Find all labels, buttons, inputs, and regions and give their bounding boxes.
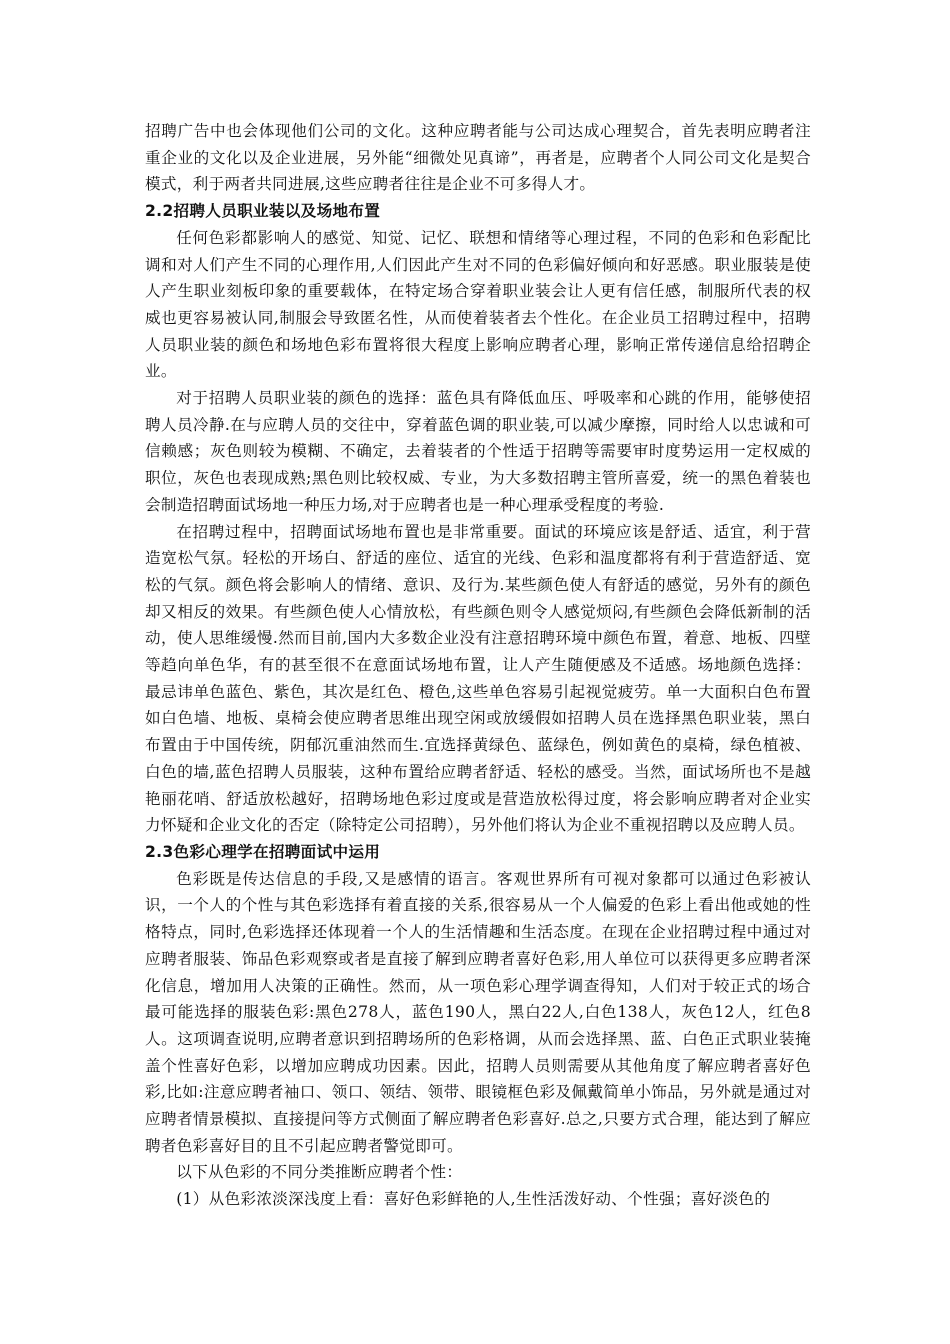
document-page	[145, 118, 811, 1213]
paragraph: 在招聘过程中，招聘面试场地布置也是非常重要。面试的环境应该是舒适、适宜，利于营造宽松气氛。轻松的开场白、舒适的座位、适宜的光线、色彩和温度都将有利于营造舒适、宽松的气氛。颜色将会影响人的情绪、意识、及行为.某些颜色使人有舒适的感觉，另外有的颜色却又相反的效果。有些颜色使人心情放松，有些颜色则令人感觉烦闷,有些颜色会降低新制的活动，使人思维缓慢.然而目前,国内大多数企业没有注意招聘环境中颜色布置，着意、地板、四壁等趋向单色华，有的甚至很不在意面试场地布置，让人产生随便感及不适感。场地颜色选择：最忌讳单色蓝色、紫色，其次是红色、橙色,这些单色容易引起视觉疲劳。单一大面积白色布置如白色墙、地板、桌椅会使应聘者思维出现空闲或放缓假如招聘人员在选择黑色职业装，黑白布置由于中国传统，阴郁沉重油然而生.宜选择黄绿色、蓝绿色，例如黄色的桌椅，绿色植被、白色的墙,蓝色招聘人员服装，这种布置给应聘者舒适、轻松的感受。当然，面试场所也不是越艳丽花哨、舒适放松越好，招聘场地色彩过度或是营造放松得过度，将会影响应聘者对企业实力怀疑和企业文化的否定（除特定公司招聘），另外他们将认为企业不重视招聘以及应聘人员。	[145, 522, 811, 835]
paragraph: 色彩既是传达信息的手段,又是感情的语言。客观世界所有可视对象都可以通过色彩被认识，一个人的个性与其色彩选择有着直接的关系,很容易从一个人偏爱的色彩上看出他或她的性格特点，同时,色彩选择还体现着一个人的生活情趣和生活态度。在现在企业招聘过程中通过对应聘者服装、饰品色彩观察或者是直接了解到应聘者喜好色彩,用人单位可以获得更多应聘者深化信息，增加用人决策的正确性。然而，从一项色彩心理学调查得知，人们对于较正式的场合最可能选择的服装色彩:黑色278人，蓝色190人，黑白22人,白色138人，灰色12人，红色8人。这项调查说明,应聘者意识到招聘场所的色彩格调，从而会选择黑、蓝、白色正式职业装掩盖个性喜好色彩，以增加应聘成功因素。因此，招聘人员则需要从其他角度了解应聘者喜好色彩,比如:注意应聘者袖口、领口、领结、领带、眼镜框色彩及佩戴简单小饰品，另外就是通过对应聘者情景模拟、直接提问等方式侧面了解应聘者色彩喜好.总之,只要方式合理，能达到了解应聘者色彩喜好目的且不引起应聘者警觉即可。	[145, 869, 811, 1155]
section-heading-2-2: 2.2招聘人员职业装以及场地布置	[145, 202, 381, 221]
section-heading-2-3: 2.3色彩心理学在招聘面试中运用	[145, 842, 381, 861]
paragraph: 以下从色彩的不同分类推断应聘者个性：	[176, 1163, 463, 1182]
intro-paragraph: 招聘广告中也会体现他们公司的文化。这种应聘者能与公司达成心理契合，首先表明应聘者注重企业的文化以及企业进展，另外能“细微处见真谛”，再者是，应聘者个人同公司文化是契合模式，利于两者共同进展,这些应聘者往往是企业不可多得人才。	[145, 122, 811, 194]
paragraph: 对于招聘人员职业装的颜色的选择：蓝色具有降低血压、呼吸率和心跳的作用，能够使招聘人员冷静.在与应聘人员的交往中，穿着蓝色调的职业装,可以减少摩擦，同时给人以忠诚和可信赖感；灰色则较为模糊、不确定，去着装者的个性适于招聘等需要审时度势运用一定权威的职位，灰色也表现成熟;黑色则比较权威、专业，为大多数招聘主管所喜爱，统一的黑色着装也会制造招聘面试场地一种压力场,对于应聘者也是一种心理承受程度的考验.	[145, 389, 811, 514]
paragraph: (1）从色彩浓淡深浅度上看：喜好色彩鲜艳的人,生性活泼好动、个性强；喜好淡色的	[176, 1190, 771, 1209]
paragraph: 任何色彩都影响人的感觉、知觉、记忆、联想和情绪等心理过程，不同的色彩和色彩配比调和对人们产生不同的心理作用,人们因此产生对不同的色彩偏好倾向和好恶感。职业服装是使人产生职业刻板印象的重要载体，在特定场合穿着职业装会让人更有信任感，制服所代表的权威也更容易被认同,制服会导致匿名性，从而使着装者去个性化。在企业员工招聘过程中，招聘人员职业装的颜色和场地色彩布置将很大程度上影响应聘者心理，影响正常传递信息给招聘企业。	[145, 228, 811, 381]
